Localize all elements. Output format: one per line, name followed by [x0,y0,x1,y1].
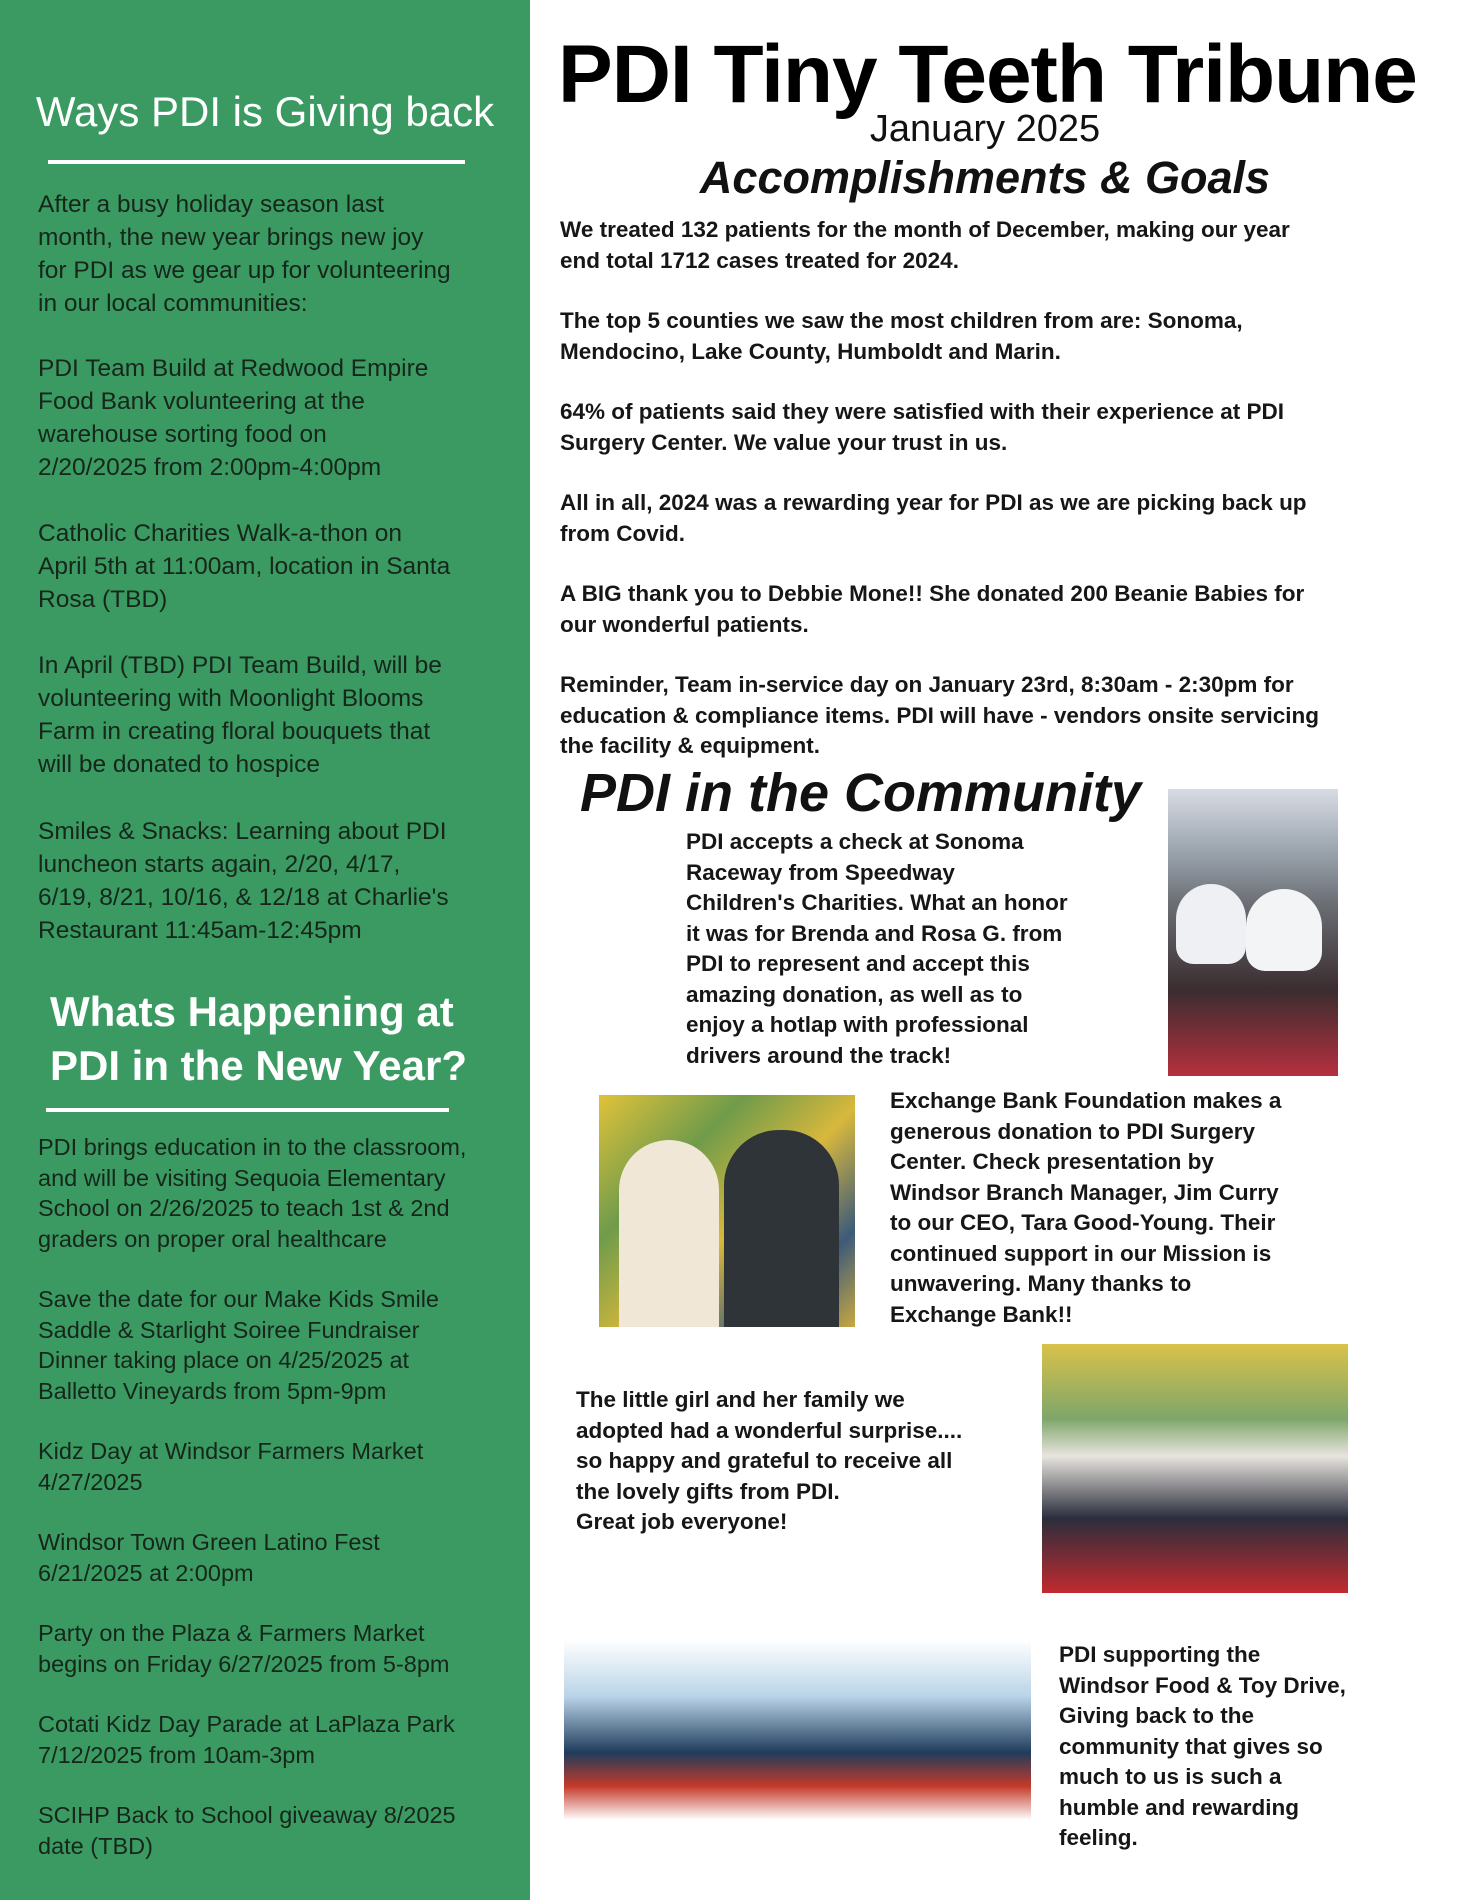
section-heading-community: PDI in the Community [580,763,1142,823]
paragraph: 64% of patients said they were satisfied with their experience at PDI Surgery Center. We value your trust in us. [560,399,1284,455]
giving-item: Smiles & Snacks: Learning about PDI luncheon starts again, 2/20, 4/17, 6/19, 8/21, 10/16, & 12/18 at Charlie's Restaurant 11:45am-12:45pm [38,818,449,944]
paragraph: A BIG thank you to Debbie Mone!! She donated 200 Beanie Babies for our wonderful patients. [560,581,1305,637]
paragraph: Reminder, Team in-service day on January 23rd, 8:30am - 2:30pm for education & compliance items. PDI will have - vendors onsite servicing the facility & equipment. [560,672,1319,758]
event-item: PDI brings education in to the classroom, and will be visiting Sequoia Elementary School on 2/26/2025 to teach 1st & 2nd graders on proper oral healthcare [38,1134,467,1252]
intro-text: After a busy holiday season last month, the new year brings new joy for PDI as we gear up for volunteering in our local communities: [38,191,451,317]
sidebar-heading-giving-back: Ways PDI is Giving back [35,88,495,135]
divider [48,160,465,164]
community-story: The little girl and her family we adopted had a wonderful surprise.... so happy and grateful to receive all the lovely gifts from PDI. Great job everyone! [576,1387,963,1534]
event-item: Windsor Town Green Latino Fest 6/21/2025 at 2:00pm [38,1529,380,1586]
event-item: Save the date for our Make Kids Smile Saddle & Starlight Soiree Fundraiser Dinner taking place on 4/25/2025 at Balletto Vineyards from 5pm-9pm [38,1286,440,1404]
giving-item: Catholic Charities Walk-a-thon on April 5th at 11:00am, location in Santa Rosa (TBD) [38,520,451,613]
sidebar-heading-new-year: Whats Happening at PDI in the New Year? [50,988,468,1089]
toy-drive-photo [564,1595,1031,1820]
exchange-bank-photo [599,1095,855,1327]
issue-date: January 2025 [869,108,1101,150]
event-item: Cotati Kidz Day Parade at LaPlaza Park 7/12/2025 from 10am-3pm [38,1711,455,1768]
giving-item: In April (TBD) PDI Team Build, will be volunteering with Moonlight Blooms Farm in creating floral bouquets that will be donated to hospice [38,652,442,778]
community-story: Exchange Bank Foundation makes a generous donation to PDI Surgery Center. Check presentation by Windsor Branch Manager, Jim Curry to our CEO, Tara Good-Young. Their continued support in our Mission is unwavering. Many thanks to Exchange Bank!! [890,1088,1282,1327]
event-item: SCIHP Back to School giveaway 8/2025 date (TBD) [38,1802,456,1859]
community-story: PDI supporting the Windsor Food & Toy Drive, Giving back to the community that gives so much to us is such a humble and rewarding feeling. [1059,1642,1346,1850]
person [619,1140,719,1327]
giving-item: PDI Team Build at Redwood Empire Food Bank volunteering at the warehouse sorting food on 2/20/2025 from 2:00pm-4:00pm [38,355,429,481]
event-item: Kidz Day at Windsor Farmers Market 4/27/2025 [38,1438,424,1495]
paragraph: The top 5 counties we saw the most children from are: Sonoma, Mendocino, Lake County, Humboldt and Marin. [560,308,1243,364]
gift-family-photo [1042,1344,1348,1593]
person [724,1130,839,1327]
section-heading-accomplishments: Accomplishments & Goals [699,152,1271,203]
paragraph: All in all, 2024 was a rewarding year for PDI as we are picking back up from Covid. [560,490,1307,546]
helmet [1176,884,1246,964]
divider [46,1108,449,1112]
sidebar [0,0,530,1900]
community-story: PDI accepts a check at Sonoma Raceway from Speedway Children's Charities. What an honor it was for Brenda and Rosa G. from PDI to represent and accept this amazing donation, as well as to enjoy a hotlap with professional drivers around the track! [686,829,1068,1068]
paragraph: We treated 132 patients for the month of December, making our year end total 1712 cases treated for 2024. [560,217,1290,273]
helmet [1246,889,1322,971]
event-item: Party on the Plaza & Farmers Market begins on Friday 6/27/2025 from 5-8pm [38,1620,450,1677]
raceway-photo [1168,789,1338,1076]
newsletter-title: PDI Tiny Teeth Tribune [558,29,1417,120]
